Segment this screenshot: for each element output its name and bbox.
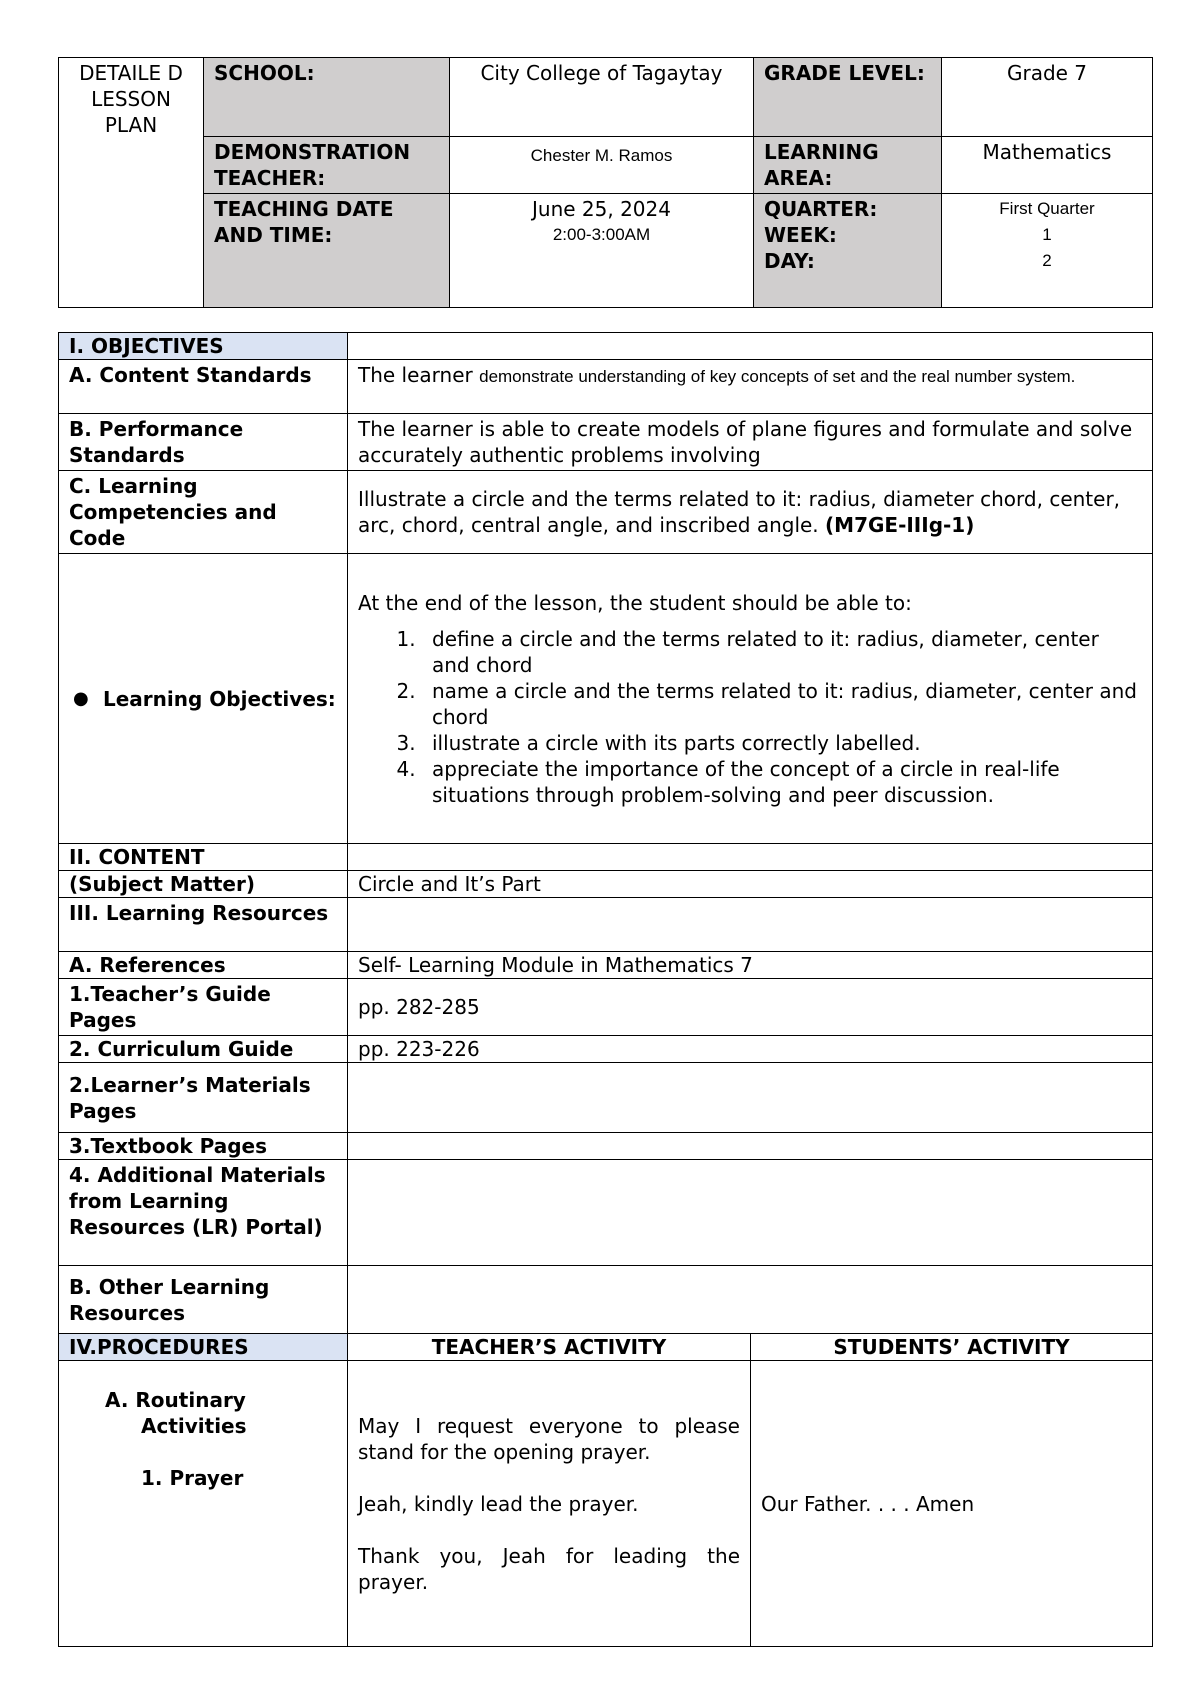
routinary-label: A. Routinary Activities <box>105 1388 247 1438</box>
content-standards-text: demonstrate understanding of key concepts of set and the real number system. <box>479 367 1076 386</box>
prayer-label: 1. Prayer <box>141 1466 244 1490</box>
student-response: Our Father. . . . Amen <box>761 1491 975 1516</box>
teacher-line: Thank you, Jeah for leading the prayer. <box>358 1543 740 1594</box>
learning-objectives-list <box>358 626 1142 808</box>
teacher-activity-cell <box>348 1361 751 1647</box>
textbook-label: 3.Textbook Pages <box>59 1133 348 1160</box>
schedule-labels <box>754 194 942 308</box>
content-heading: II. CONTENT <box>59 844 348 871</box>
additional-materials-label: 4. Additional Materials from Learning Resources (LR) Portal) <box>59 1160 348 1266</box>
performance-standards-label: B. Performance Standards <box>59 414 348 471</box>
teacher-line: May I request everyone to please stand for the opening prayer. <box>358 1413 740 1464</box>
content-standards-lead: The learner <box>358 363 480 387</box>
school-label: SCHOOL: <box>204 58 450 137</box>
doc-label: DETAILE D LESSON PLAN <box>59 58 204 308</box>
list-item: 4. appreciate the importance of the concept of a circle in real-life situations through problem-solving and peer discussion. <box>422 756 1142 808</box>
additional-materials-value <box>348 1160 1153 1266</box>
routinary-cell <box>59 1361 348 1647</box>
teachers-guide-label: 1.Teacher’s Guide Pages <box>59 979 348 1036</box>
competency-code: (M7GE-IIIg-1) <box>825 513 975 537</box>
content-standards-label: A. Content Standards <box>59 360 348 414</box>
learning-objectives-label: Learning Objectives: <box>103 686 336 711</box>
learners-materials-label: 2.Learner’s Materials Pages <box>59 1063 348 1133</box>
teacher-line: Jeah, kindly lead the prayer. <box>358 1491 639 1516</box>
grade-value: Grade 7 <box>942 58 1153 137</box>
procedures-heading: IV.PROCEDURES <box>59 1334 348 1361</box>
time-value: 2:00-3:00AM <box>552 225 651 244</box>
competencies-value <box>348 471 1153 554</box>
list-item: 3. illustrate a circle with its parts correctly labelled. <box>422 730 1142 756</box>
week-label: WEEK: <box>764 223 837 247</box>
content-standards-value <box>348 360 1153 414</box>
learning-objectives-label-cell <box>59 554 348 844</box>
area-value: Mathematics <box>942 137 1153 194</box>
other-resources-label: B. Other Learning Resources <box>59 1266 348 1334</box>
list-item: 2. name a circle and the terms related to it: radius, diameter, center and chord <box>422 678 1142 730</box>
date-label: TEACHING DATE AND TIME: <box>204 194 450 308</box>
learning-objectives-intro: At the end of the lesson, the student should be able to: <box>358 590 912 615</box>
grade-label: GRADE LEVEL: <box>754 58 942 137</box>
student-activity-cell <box>751 1361 1153 1647</box>
competencies-label: C. Learning Competencies and Code <box>59 471 348 554</box>
teacher-label: DEMONSTRATION TEACHER: <box>204 137 450 194</box>
teacher-value: Chester M. Ramos <box>450 137 754 194</box>
day-value: 2 <box>1042 251 1052 270</box>
student-activity-header: STUDENTS’ ACTIVITY <box>751 1334 1153 1361</box>
quarter-label: QUARTER: <box>764 197 878 221</box>
curriculum-guide-label: 2. Curriculum Guide <box>59 1036 348 1063</box>
performance-standards-value: The learner is able to create models of plane figures and formulate and solve accurately authentic problems involving <box>348 414 1153 471</box>
learners-materials-value <box>348 1063 1153 1133</box>
bullet-icon: ● <box>73 687 89 709</box>
lesson-plan-table <box>58 332 1153 1647</box>
teachers-guide-value: pp. 282-285 <box>348 979 1153 1036</box>
quarter-value: First Quarter <box>999 199 1095 218</box>
curriculum-guide-value: pp. 223-226 <box>348 1036 1153 1063</box>
header-table <box>58 57 1153 308</box>
content-heading-value <box>348 844 1153 871</box>
subject-matter-label: (Subject Matter) <box>59 871 348 898</box>
day-label: DAY: <box>764 249 815 273</box>
schedule-values <box>942 194 1153 308</box>
resources-heading-value <box>348 898 1153 952</box>
area-label: LEARNING AREA: <box>754 137 942 194</box>
references-value: Self- Learning Module in Mathematics 7 <box>348 952 1153 979</box>
date-cell <box>450 194 754 308</box>
textbook-value <box>348 1133 1153 1160</box>
week-value: 1 <box>1042 225 1052 244</box>
teacher-activity-header: TEACHER’S ACTIVITY <box>348 1334 751 1361</box>
list-item: 1. define a circle and the terms related to it: radius, diameter, center and chord <box>422 626 1142 678</box>
school-value: City College of Tagaytay <box>450 58 754 137</box>
objectives-heading: I. OBJECTIVES <box>59 333 348 360</box>
learning-objectives-cell <box>348 554 1153 844</box>
references-label: A. References <box>59 952 348 979</box>
objectives-heading-value <box>348 333 1153 360</box>
resources-heading: III. Learning Resources <box>59 898 348 952</box>
competencies-text: Illustrate a circle and the terms related to it: radius, diameter chord, center, arc, chord, central angle, and inscribed angle. <box>358 487 1121 537</box>
subject-matter-value: Circle and It’s Part <box>348 871 1153 898</box>
date-value: June 25, 2024 <box>532 197 671 221</box>
other-resources-value <box>348 1266 1153 1334</box>
